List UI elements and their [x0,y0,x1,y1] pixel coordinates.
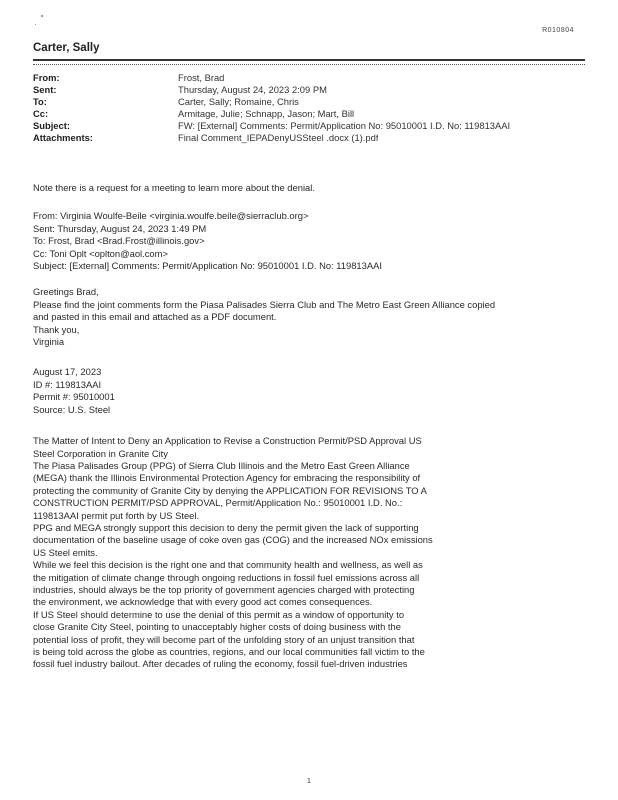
header-subject-row [33,120,593,132]
forward-sent-line: Sent: Thursday, August 24, 2023 1:49 PM [33,222,207,234]
comment-line: close Granite City Steel, pointing to unacceptably higher costs of doing business with the [33,621,401,633]
comment-line: protecting the community of Granite City by denying the APPLICATION FOR REVISIONS TO A [33,484,427,496]
scan-speck [35,24,36,25]
header-sent-row [33,84,593,96]
forward-cc-line: Cc: Toni Oplt <oplton@aol.com> [33,247,168,259]
comment-line: While we feel this decision is the right one and that community health and wellness, as well as [33,559,423,571]
header-divider [33,59,585,65]
comment-line: If US Steel should determine to use the denial of this permit as a window of opportunity to [33,608,405,620]
header-label: To: [33,96,47,108]
reference-source: Source: U.S. Steel [33,403,111,415]
comment-line: PPG and MEGA strongly support this decision to deny the permit given the lack of supporting [33,521,419,533]
header-from-row [33,72,593,84]
header-from-value: Frost, Brad [178,72,225,83]
forward-note: Note there is a request for a meeting to learn more about the denial. [33,182,315,193]
header-label: Subject: [33,120,70,132]
header-label: Cc: [33,108,49,120]
comment-line: fossil fuel industry bailout. After decades of ruling the economy, fossil fuel-driven industries [33,658,408,670]
greeting-line: Thank you, [33,323,80,335]
header-label: Attachments: [33,132,93,144]
header-to-value: Carter, Sally; Romaine, Chris [178,96,299,108]
header-to-row [33,96,593,108]
comment-line: CONSTRUCTION PERMIT/PSD APPROVAL, Permit/Application No.: 95010001 I.D. No.: [33,497,403,509]
email-body [33,182,585,671]
comment-line: US Steel emits. [33,546,98,558]
header-subject-value: FW: [External] Comments: Permit/Application No: 95010001 I.D. No: 119813AAI [178,120,511,132]
comment-line: the environment, we acknowledge that with every good act comes consequences. [33,596,373,608]
header-label: From: [33,72,60,83]
reference-date: August 17, 2023 [33,366,102,378]
comment-line: potential loss of profit, they will become part of the unfolding story of an unjust transition that [33,633,415,645]
comment-line: documentation of the baseline usage of coke oven gas (COG) and the increased NOx emissions [33,534,433,546]
comment-line: Steel Corporation in Granite City [33,447,168,459]
bates-number: R010804 [542,27,574,34]
header-sent-value: Thursday, August 24, 2023 2:09 PM [178,84,327,96]
comment-line: is being told across the globe as countries, regions, and our local communities fall victim to the [33,646,425,657]
comment-line: The Piasa Palisades Group (PPG) of Sierra Club Illinois and the Metro East Green Alliance [33,459,410,471]
header-cc-row [33,108,593,120]
forward-from-line: From: Virginia Woulfe-Beile <virginia.woulfe.beile@sierraclub.org> [33,210,309,222]
comment-line: 119813AAI permit put forth by US Steel. [33,509,200,521]
attachment-link[interactable]: Final Comment_IEPADenyUSSteel .docx (1).pdf [178,132,379,144]
greeting-line: Please find the joint comments form the Piasa Palisades Sierra Club and The Metro East Green Alliance copied [33,298,496,310]
mailbox-owner-name: Carter, Sally [33,42,100,54]
comment-line: industries, should always be the top priority of government agencies charged with protecting [33,583,415,595]
header-cc-value: Armitage, Julie; Schnapp, Jason; Mart, Bill [178,108,355,120]
reference-id: ID #: 119813AAI [33,378,102,390]
reference-permit: Permit #: 95010001 [33,391,115,403]
header-attachments-row [33,132,593,144]
signature-name: Virginia [33,336,65,348]
comment-line: The Matter of Intent to Deny an Application to Revise a Construction Permit/PSD Approval US [33,435,422,447]
greeting-line: Greetings Brad, [33,286,99,298]
forward-subject-line: Subject: [External] Comments: Permit/Application No: 95010001 I.D. No: 119813AAI [33,260,382,272]
email-header [33,72,593,145]
header-label: Sent: [33,84,57,96]
scan-speck [41,15,43,17]
forward-to-line: To: Frost, Brad <Brad.Frost@illinois.gov> [33,235,205,247]
comment-line: the mitigation of climate change through ongoing reductions in fossil fuel emissions across all [33,571,420,583]
greeting-line: and pasted in this email and attached as a PDF document. [33,311,277,323]
comment-line: (MEGA) thank the Illinois Environmental Protection Agency for embracing the responsibility of [33,472,421,484]
page-number: 1 [307,778,311,785]
